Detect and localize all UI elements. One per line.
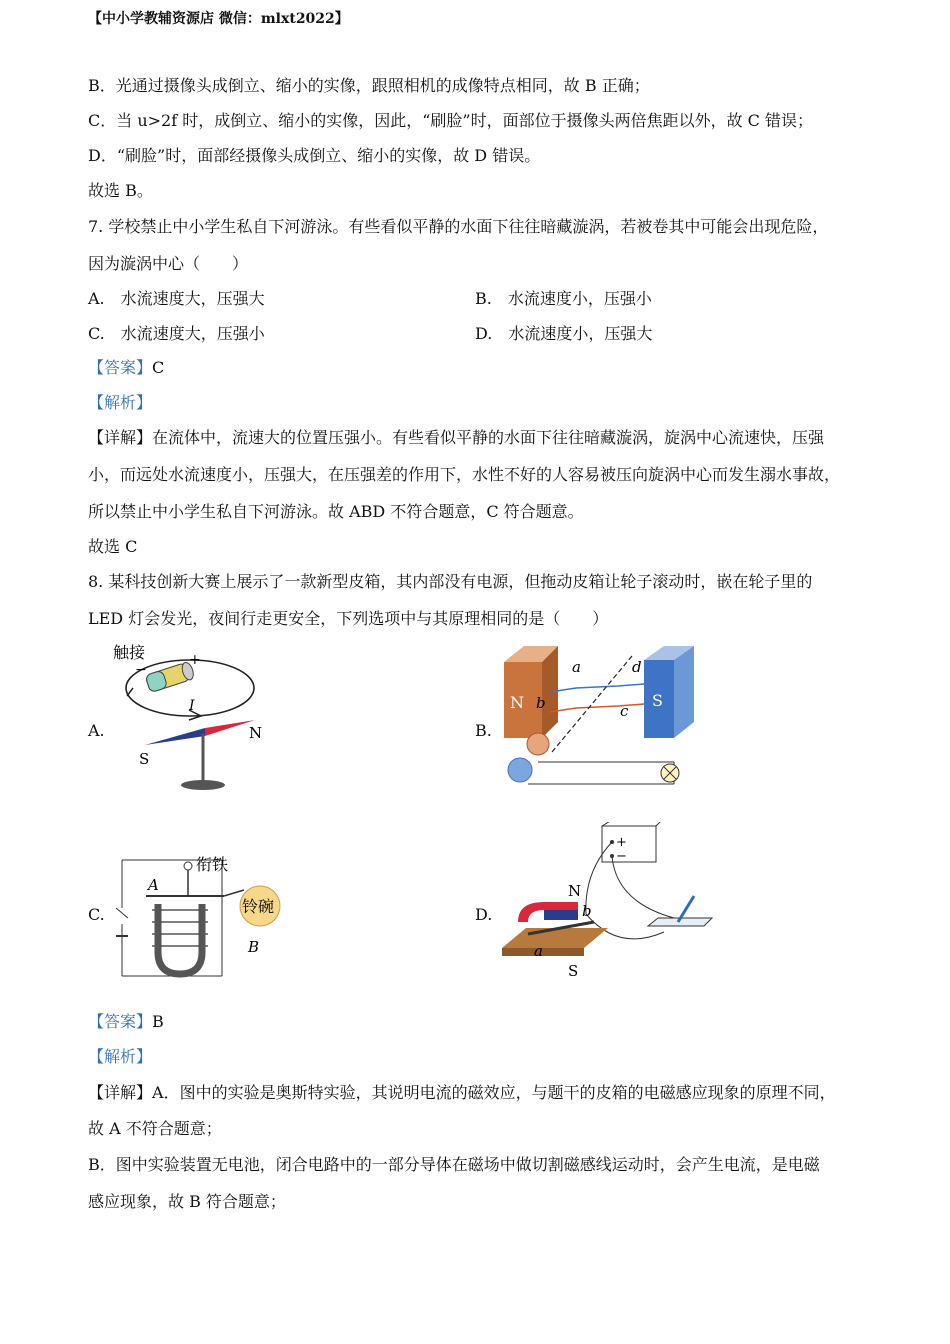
q7-option-d: D. 水流速度小，压强大 xyxy=(475,324,653,343)
electric-bell-figure xyxy=(108,848,288,983)
label-plus: + xyxy=(189,652,201,668)
label-touch: 触接 xyxy=(113,643,146,662)
q7-stem: 7. 学校禁止中小学生私自下河游泳。有些看似平静的水面下往往暗藏漩涡，若被卷其中可能会出现危险， xyxy=(88,217,829,236)
label-current: I xyxy=(189,698,195,714)
label-point-b: B xyxy=(248,938,260,956)
q7-detail xyxy=(88,427,824,449)
magnet-north-label: N xyxy=(510,693,524,712)
label-b: b xyxy=(536,694,546,712)
answer-tag: 【答案】 xyxy=(88,358,153,377)
q8-option-b-label: B. xyxy=(475,721,492,740)
q8-detail: B．图中实验装置无电池，闭合电路中的一部分导体在磁场中做切割磁感线运动时，会产生电流，是电磁 xyxy=(88,1155,820,1174)
answer-value: B xyxy=(152,1012,164,1031)
label-south: S xyxy=(139,750,150,768)
answer-tag: 【答案】 xyxy=(88,1012,153,1031)
q8-analysis-tag: 【解析】 xyxy=(88,1047,153,1066)
label-minus: − xyxy=(135,662,147,678)
q8-detail: 感应现象，故 B 符合题意； xyxy=(88,1192,286,1211)
label-bell: 铃碗 xyxy=(242,897,275,916)
magnet-south-label: S xyxy=(652,691,663,710)
oersted-experiment-figure xyxy=(105,640,285,795)
q8-option-d-label: D. xyxy=(475,905,493,924)
answer-value: C xyxy=(152,358,165,377)
q8-answer xyxy=(88,1011,164,1033)
q8-option-a-label: A. xyxy=(88,721,105,740)
detail-tag: 【详解】 xyxy=(88,428,153,447)
label-north: N xyxy=(249,724,263,742)
label-plus: + xyxy=(616,835,627,850)
detail-tag: 【详解】 xyxy=(88,1083,153,1102)
label-south: S xyxy=(568,962,579,980)
q7-detail: 小，而远处水流速度小，压强大，在压强差的作用下，水性不好的人容易被压向旋涡中心而发生溺水事故， xyxy=(88,465,841,484)
q8-stem: LED 灯会发光，夜间行走更安全，下列选项中与其原理相同的是（ ） xyxy=(88,609,609,628)
label-d: d xyxy=(632,658,642,676)
q7-detail: 所以禁止中小学生私自下河游泳。故 ABD 不符合题意，C 符合题意。 xyxy=(88,502,584,521)
q8-stem: 8. 某科技创新大赛上展示了一款新型皮箱，其内部没有电源，但拖动皮箱让轮子滚动时，嵌在轮子里的 xyxy=(88,572,813,591)
q7-stem: 因为漩涡中心（ ） xyxy=(88,254,249,273)
label-b: b xyxy=(582,902,592,920)
label-a: a xyxy=(572,658,581,676)
label-point-a: A xyxy=(148,876,159,894)
text-line: C．当 u>2f 时，成倒立、缩小的实像，因此，“刷脸”时，面部位于摄像头两倍焦距以外，故 C 错误； xyxy=(88,111,814,130)
generator-experiment-figure xyxy=(498,642,698,797)
q7-option-b: B. 水流速度小，压强小 xyxy=(475,289,652,308)
label-a: a xyxy=(534,942,543,960)
q7-answer xyxy=(88,357,164,379)
motor-experiment-figure xyxy=(498,822,718,982)
q8-detail: 故 A 不符合题意； xyxy=(88,1119,222,1138)
label-minus: − xyxy=(616,849,627,864)
q7-conclusion: 故选 C xyxy=(88,537,138,556)
text-line: B．光通过摄像头成倒立、缩小的实像，跟照相机的成像特点相同，故 B 正确； xyxy=(88,76,650,95)
label-armature: 衔铁 xyxy=(196,855,229,874)
q7-option-c: C. 水流速度大，压强小 xyxy=(88,324,265,343)
q8-option-c-label: C. xyxy=(88,905,105,924)
text-line: D．“刷脸”时，面部经摄像头成倒立、缩小的实像，故 D 错误。 xyxy=(88,146,541,165)
detail-text: 在流体中，流速大的位置压强小。有些看似平静的水面下往往暗藏漩涡，旋涡中心流速快，压强 xyxy=(152,428,825,447)
label-north: N xyxy=(568,882,582,900)
q8-detail xyxy=(88,1082,836,1104)
text-line: 故选 B。 xyxy=(88,181,153,200)
page-header: 【中小学教辅资源店 微信：mlxt2022】 xyxy=(88,11,349,27)
q7-option-a: A. 水流速度大，压强大 xyxy=(88,289,265,308)
q7-analysis-tag: 【解析】 xyxy=(88,393,153,412)
detail-text: A．图中的实验是奥斯特实验，其说明电流的磁效应，与题干的皮箱的电磁感应现象的原理不同， xyxy=(152,1083,836,1102)
label-c: c xyxy=(620,702,629,720)
